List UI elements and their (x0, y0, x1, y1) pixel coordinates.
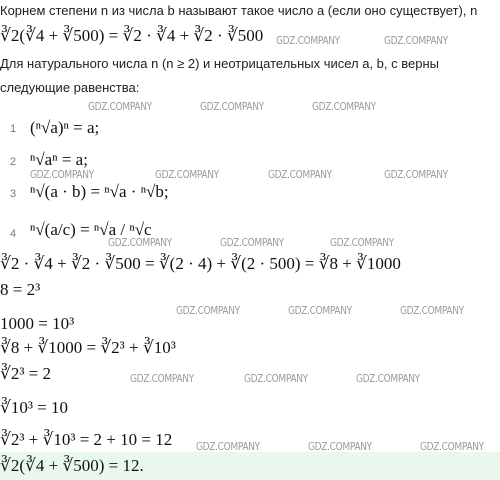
watermark: GDZ.COMPANY (330, 236, 394, 249)
rule-formula: ⁿ√(a · b) = ⁿ√a · ⁿ√b; (30, 182, 169, 201)
rules-subheading: следующие равенства: (0, 80, 140, 95)
watermark: GDZ.COMPANY (268, 168, 332, 181)
watermark: GDZ.COMPANY (384, 168, 448, 181)
solution-step: ∛8 + ∛1000 = ∛2³ + ∛10³ (0, 338, 176, 357)
rule-formula: ⁿ√(a/c) = ⁿ√a / ⁿ√c (30, 220, 152, 239)
rule-formula: (ⁿ√a)ⁿ = a; (30, 118, 100, 137)
watermark: GDZ.COMPANY (176, 304, 240, 317)
intro-formula: ∛2(∛4 + ∛500) = ∛2 · ∛4 + ∛2 · ∛500 (0, 26, 264, 45)
watermark: GDZ.COMPANY (288, 304, 352, 317)
watermark: GDZ.COMPANY (312, 100, 376, 113)
watermark: GDZ.COMPANY (276, 34, 340, 47)
watermark: GDZ.COMPANY (400, 304, 464, 317)
solution-step: 8 = 2³ (0, 280, 41, 299)
watermark: GDZ.COMPANY (196, 440, 260, 453)
rule-formula: ⁿ√aⁿ = a; (30, 150, 88, 169)
rule-number: 4 (10, 228, 17, 240)
solution-step: ∛2³ + ∛10³ = 2 + 10 = 12 (0, 430, 173, 449)
answer-line: ∛2(∛4 + ∛500) = 12. (0, 456, 144, 475)
rule-number: 3 (10, 188, 17, 200)
watermark: GDZ.COMPANY (244, 372, 308, 385)
watermark: GDZ.COMPANY (108, 236, 172, 249)
rule-number: 2 (10, 156, 17, 168)
watermark: GDZ.COMPANY (30, 168, 94, 181)
watermark: GDZ.COMPANY (420, 440, 484, 453)
solution-step: ∛10³ = 10 (0, 398, 69, 417)
solution-step: 1000 = 10³ (0, 314, 75, 333)
solution-step: ∛2³ = 2 (0, 364, 52, 383)
watermark: GDZ.COMPANY (356, 372, 420, 385)
watermark: GDZ.COMPANY (200, 100, 264, 113)
watermark: GDZ.COMPANY (155, 168, 219, 181)
watermark: GDZ.COMPANY (88, 100, 152, 113)
solution-step: ∛2 · ∛4 + ∛2 · ∛500 = ∛(2 · 4) + ∛(2 · 500) = ∛8 + ∛1000 (0, 254, 401, 273)
watermark: GDZ.COMPANY (130, 372, 194, 385)
rule-number: 1 (10, 123, 17, 135)
watermark: GDZ.COMPANY (308, 440, 372, 453)
watermark: GDZ.COMPANY (384, 34, 448, 47)
intro-line: Корнем степени n из числа b называют такое число a (если оно существует), n (0, 3, 478, 18)
watermark: GDZ.COMPANY (220, 236, 284, 249)
rules-heading: Для натурального числа n (n ≥ 2) и неотрицательных чисел a, b, c верны (0, 56, 439, 71)
